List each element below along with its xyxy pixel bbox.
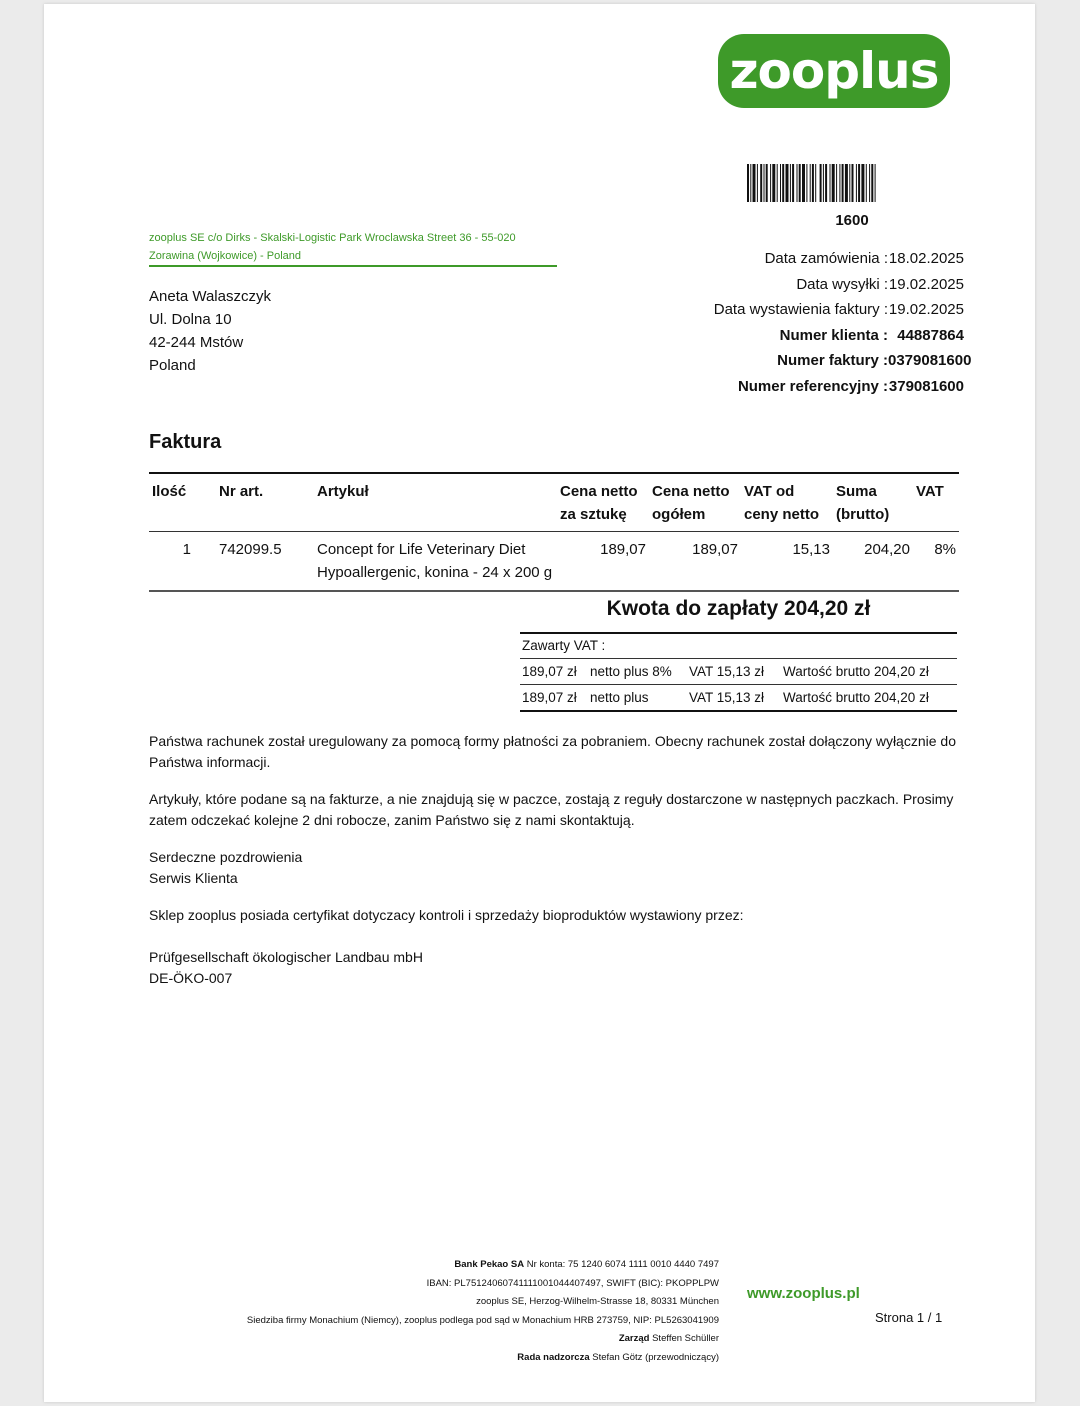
sender-line-2: Zorawina (Wojkowice) - Poland <box>149 250 302 262</box>
col-total-net-l1: Cena netto <box>652 483 730 500</box>
greeting <box>149 847 959 889</box>
cell-gross: 204,20 <box>833 532 913 592</box>
ref-no-value: 379081600 <box>888 377 964 395</box>
recipient-city: 42-244 Mstów <box>149 334 244 351</box>
website-link[interactable]: www.zooplus.pl <box>747 1285 860 1302</box>
order-date-value: 18.02.2025 <box>888 250 964 268</box>
col-gross <box>833 473 913 532</box>
recipient-name: Aneta Walaszczyk <box>149 288 271 305</box>
col-gross-l2: (brutto) <box>836 506 890 523</box>
vat-row-label: netto plus <box>590 690 649 705</box>
items-table <box>149 472 959 592</box>
delivery-info-paragraph: Artykuły, które podane są na fakturze, a nie znajdują się w paczce, zostają z reguły dostarczone w następnych paczkach. Prosimy zatem odczekać kolejne 2 dni robocze, zanim Państwo się z nami skontaktują. <box>149 791 954 828</box>
col-total-net-l2: ogółem <box>652 506 706 523</box>
vat-summary <box>520 632 957 712</box>
col-total-net <box>649 473 741 532</box>
col-unit-net-l1: Cena netto <box>560 483 638 500</box>
cell-vat-rate: 8% <box>913 532 959 592</box>
col-gross-l1: Suma <box>836 483 877 500</box>
certificate-org: Prüfgesellschaft ökologischer Landbau mbH <box>149 949 423 965</box>
footer-bank <box>247 1256 719 1275</box>
footer-board-label: Zarząd <box>618 1333 650 1344</box>
vat-row-gross: Wartość brutto 204,20 zł <box>783 690 929 705</box>
col-unit-net <box>557 473 649 532</box>
sender-address <box>149 229 557 265</box>
footer-registry: Siedziba firmy Monachium (Niemcy), zooplus podlega pod sąd w Monachium HRB 273759, NIP: PL5263041909 <box>246 1314 719 1326</box>
table-header-row <box>149 473 959 532</box>
certificate-code: DE-ÖKO-007 <box>149 970 233 986</box>
footer-board-value: Steffen Schüller <box>652 1333 719 1344</box>
sender-line-1: zooplus SE c/o Dirks - Skalski-Logistic Park Wroclawska Street 36 - 55-020 <box>149 232 516 244</box>
cell-unit-net: 189,07 <box>557 532 649 592</box>
footer-iban: IBAN: PL75124060741111001044407497, SWIFT (BIC): PKOPPLPW <box>426 1277 719 1289</box>
page-number: Strona 1 / 1 <box>875 1310 943 1325</box>
payment-info-paragraph: Państwa rachunek został uregulowany za pomocą formy płatności za pobraniem. Obecny rachunek został dołączony wyłącznie do Państwa informacji. <box>149 733 956 770</box>
invoice-date-label: Data wystawienia faktury : <box>713 301 888 319</box>
col-unit-net-l2: za sztukę <box>560 506 627 523</box>
footer-supervisory <box>247 1349 719 1368</box>
vat-row-net: 189,07 zł <box>522 664 577 679</box>
footer-bank-account: Nr konta: 75 1240 6074 1111 0010 4440 7497 <box>526 1259 719 1270</box>
customer-no-row <box>714 323 964 349</box>
certificate-paragraph: Sklep zooplus posiada certyfikat dotyczacy kontroli i sprzedaży bioproduktów wystawiony przez: <box>149 907 744 923</box>
recipient-address <box>149 285 271 377</box>
ref-no-label: Numer referencyjny : <box>737 377 888 395</box>
table-row <box>149 532 959 592</box>
greeting-line-1: Serdeczne pozdrowienia <box>149 849 303 865</box>
zooplus-logo: zooplus <box>718 34 950 108</box>
ship-date-label: Data wysyłki : <box>796 275 888 293</box>
vat-row-net: 189,07 zł <box>522 690 577 705</box>
footer-legal <box>247 1256 719 1367</box>
cell-total-net: 189,07 <box>649 532 741 592</box>
col-article: Artykuł <box>314 473 557 532</box>
footer-supervisory-value: Stefan Götz (przewodniczący) <box>592 1351 719 1363</box>
ref-no-row <box>714 374 964 400</box>
col-vat-rate: VAT <box>913 473 959 532</box>
footer-address: zooplus SE, Herzog-Wilhelm-Strasse 18, 80331 München <box>476 1296 719 1307</box>
cell-qty: 1 <box>149 532 216 592</box>
recipient-country: Poland <box>149 357 196 374</box>
invoice-page <box>44 4 1035 1402</box>
customer-no-value: 44887864 <box>897 326 964 344</box>
vat-row-vat: VAT 15,13 zł <box>689 690 765 705</box>
vat-row-gross: Wartość brutto 204,20 zł <box>783 664 929 679</box>
invoice-no-label: Numer faktury : <box>777 352 888 370</box>
vat-summary-heading: Zawarty VAT : <box>522 638 606 653</box>
greeting-line-2: Serwis Klienta <box>149 870 238 886</box>
order-date-label: Data zamówienia : <box>764 250 888 268</box>
col-art-no: Nr art. <box>216 473 314 532</box>
vat-row-vat: VAT 15,13 zł <box>689 664 765 679</box>
certificate-issuer <box>149 947 959 989</box>
cell-art-no: 742099.5 <box>216 532 314 592</box>
cell-vat-amount: 15,13 <box>741 532 833 592</box>
footer-board <box>247 1330 719 1349</box>
recipient-street: Ul. Dolna 10 <box>149 311 232 328</box>
footer-supervisory-label: Rada nadzorcza <box>517 1351 590 1363</box>
ship-date-value: 19.02.2025 <box>888 275 964 293</box>
footer-bank-label: Bank Pekao SA <box>454 1259 525 1270</box>
cell-article-l2: Hypoallergenic, konina - 24 x 200 g <box>317 564 553 581</box>
col-qty: Ilość <box>149 473 216 532</box>
vat-row-label: netto plus 8% <box>590 664 672 679</box>
invoice-title: Faktura <box>149 431 222 453</box>
invoice-no-row <box>714 348 972 374</box>
invoice-date-value: 19.02.2025 <box>888 301 964 319</box>
vat-row <box>520 658 957 684</box>
col-vat-amount-l2: ceny netto <box>744 506 820 523</box>
barcode <box>747 164 957 202</box>
barcode-number: 1600 <box>835 212 869 229</box>
order-date-row <box>714 246 964 272</box>
invoice-date-row <box>714 297 964 323</box>
sender-divider <box>149 265 557 267</box>
amount-due: Kwota do zapłaty 204,20 zł <box>606 597 871 620</box>
col-vat-amount-l1: VAT od <box>744 483 795 500</box>
customer-no-label: Numer klienta : <box>779 326 888 344</box>
invoice-meta <box>713 246 972 399</box>
ship-date-row <box>714 272 964 298</box>
invoice-no-value: 0379081600 <box>888 352 972 370</box>
vat-row <box>520 684 957 710</box>
cell-article-l1: Concept for Life Veterinary Diet <box>317 541 526 558</box>
col-vat-amount <box>741 473 833 532</box>
cell-article <box>314 532 557 592</box>
